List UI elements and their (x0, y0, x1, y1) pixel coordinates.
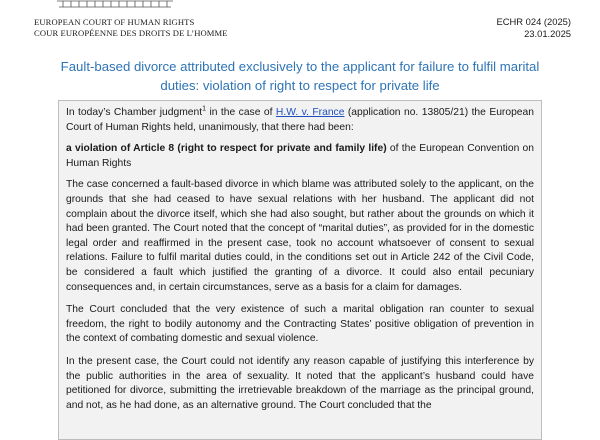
court-name-french: COUR EUROPÉENNE DES DROITS DE L’HOMME (34, 28, 228, 38)
violation-article: a violation of Article 8 (right to respect for private and family life) (66, 143, 387, 155)
summary-paragraph-3: In the present case, the Court could not identify any reason capable of justifying this interference by the public authorities in the area of sexuality. It noted that the applicant’s husband could have petitioned for divorce, submitting the irretrievable breakdown of the marriage as the principal ground, and not, as he had done, as an alternative ground. The Court concluded that the (66, 355, 534, 411)
intro-text-middle: in the case of (206, 107, 276, 118)
summary-intro (66, 106, 534, 135)
court-name (34, 17, 228, 39)
violation-statement (66, 142, 534, 171)
footnote-marker[interactable]: 1 (202, 105, 206, 113)
court-building-logo-icon (55, 0, 175, 8)
court-name-english: EUROPEAN COURT OF HUMAN RIGHTS (34, 17, 195, 27)
release-date: 23.01.2025 (524, 28, 571, 39)
intro-text-start: In today’s Chamber judgment (66, 107, 203, 118)
summary-paragraph-1: The case concerned a fault-based divorce in which blame was attributed solely to the applicant, on the grounds that she had ceased to have sexual relations with her husband. The applicant did not complain about the divorce itself, which she had also sought, but rather about the grounds on which it had been granted. The Court noted that the concept of “marital duties”, as provided for in the domestic legal order and reaffirmed in the present case, took no account whatsoever of consent to sexual relations. Failure to fulfil marital duties could, in the conditions set out in Article 242 of the Civil Code, be considered a fault which justified the granting of a divorce. It could also entail pecuniary consequences and, in certain circumstances, serve as a basis for a claim for damages. (66, 179, 534, 293)
summary-box (58, 100, 542, 440)
violation-convention: of the European Convention on Human Rights (66, 143, 534, 169)
summary-paragraph-2: The Court concluded that the very existence of such a marital obligation ran counter to sexual freedom, the right to bodily autonomy and the Contracting States’ positive obligation of prevention in the context of combating domestic and sexual violence. (66, 304, 534, 345)
reference-number: ECHR 024 (2025) (496, 16, 571, 27)
case-link[interactable]: H.W. v. France (275, 107, 345, 118)
intro-text-end: (application no. 13805/21) the European Court of Human Rights held, unanimously, that there had been: (66, 107, 534, 133)
press-release-headline: Fault-based divorce attributed exclusively to the applicant for failure to fulfil marital duties: violation of right to respect for private life (60, 59, 540, 93)
press-release-reference (496, 16, 571, 40)
